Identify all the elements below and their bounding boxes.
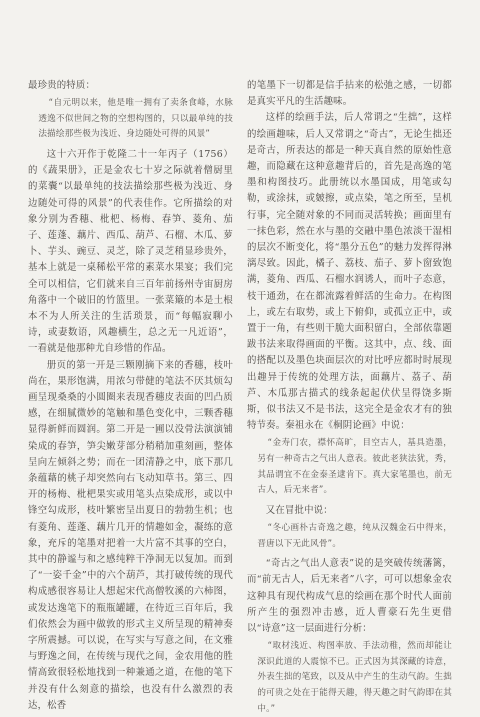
right-column-quote: “冬心画朴古奇逸之趣，纯从汉魏金石中得来，晋唐以下无此风骨”。 <box>257 523 452 549</box>
left-column-paragraph: 这十六开作于乾隆二十一年丙子（1756）的《蔬果册》，正是金农七十岁之际就着僧厨里的菜囊“以最单纯的技法描绘那些极为浅近、身边随处可得的风景”的代表佳作。它所描绘的对象分别为香穗、枇杷、杨梅、春笋、菱角、茄子、莲蓬、藕片、西瓜、葫芦、石榴、木瓜、萝卜、芋头、豌豆、灵芝，除了灵芝稍显珍贵外，基本上就是一桌稀松平常的素菜水果宴；我们完全可以相信，它们就来自三百年前扬州寺宙厨房角落中一个破旧的竹篮里。一张菜簸的本是土根本不为人所关注的生活琐景，而“每幅寂聊小诗，或妻数语，风趣横生，总之无一凡近语”，一看就是他那种尤自珍惜的作品。 <box>28 148 233 355</box>
right-column-quote: “金寿门农，襟怀高旷，目空古人，基具造墨，另有一种奇古之气出人意表。彼此老狭法犹，秀，其品谓宜不在金泰圣逮肯下。真大家笔墨也，前无古人，后无来者”。 <box>257 438 452 496</box>
right-column <box>247 78 452 714</box>
right-column-paragraph: “奇古之气出人意表”说的是突破传统藩篱，而“前无古人，后无来者”八字，可可以想象金农这种具有现代构成气息的绘画在那个时代人面前所产生的强烈冲击感，近人曹豪石先生更借以“诗意”这一层面进行分析： <box>247 558 452 635</box>
right-column-paragraph: 的笔墨下一切都是信手拈来的松弛之感，一切都是真实平凡的生活趣味。 <box>247 80 452 108</box>
left-column-paragraph: 最珍贵的特质： <box>28 80 96 91</box>
left-column-quote: “自元明以来，他是唯一拥有了卖条食峰，水脉透逸不似世间之物的空想构图的，只以最单纯的技法描绘那些极为浅近、身边随处可得的风景” <box>38 98 233 140</box>
left-column <box>28 78 233 711</box>
right-column-paragraph: 又在冒批中说： <box>265 504 333 516</box>
left-column-paragraph: 册页的第一开是三颗刚摘下来的香穗，枝叶尚在，果形饱满，用浓匀带健的笔法不厌其烦勾画呈现桑桑的小圆圈来表现香穗皮表面的凹凸质感，在细腻微妙的笔触和墨色变化中，三颗香穗显得新鲜而圆润。第二开是一圃以没骨法演演铺染成的春笋，笋尖嫩芽部分稍稍加重刻画，整体呈向左倾斜之势；而在一团清静之中，底下那几条蕴藉的桃子却突然向右飞动知草书。第三、四开的杨梅、枇杷果实或用笔头点染成形，或以中锋空勾成形，枝叶繁密呈出夏日的勃勃生机；也有菱角、莲蓬、藕片几开的情趣如金，凝练的意象，充斥的笔墨对把着一大片富不其事的空白，其中的静谧与和之感纯粹干净洞无以复加。而到了“一姿千金”中的六个葫芦，其打破传统的现代构成感很容易让人想起宋代高僧牧溪的六柿图，或发达逸笔下的瓶瓶罐罐，在待近三百年后，我们依然会为画中做敦的形式主义所呈现的精神奏字所震撼。可以说，在写实与写意之间，在文雅与野逸之间，在传统与现代之间，金农用他的胜情高致很轻松地找到一种兼通之道，在他的笔下并没有什么刻意的描绘，也没有什么激烈的表达，松香 <box>28 359 233 711</box>
right-column-quote: “取材浅近、构图率放、手法动稚，然而却能让深识此道的人震惊不已。正式因为其深藏的诗意，外表生拙的笔致，以及从中产生的生动气韵。生拙的可贵之处在于能得天趣，得天趣之时气韵即在其中。” <box>257 641 452 714</box>
right-column-paragraph: 这样的绘画手法，后人常谓之“生拙”，这样的绘画趣味，后人又常谓之“奇古”，无论生拙还是奇古，所表达的都是一种天真自然的原始性意趣，而隐藏在这种意趣背后的，首先是高逸的笔墨和构图技巧。此册统以水墨国成，用笔或勾勒，或涂抹，或皴擦，或点染，笔之所至，呈机行事，完全随对象的不同而灵活转换；画面里有一抹色彩，然在水与墨的交融中墨色浓淡干湿相的层次不断变化，将“墨分五色”的魅力发挥得淋漓尽致。因此，橘子、荔枝、茄子、萝卜窗致饱满，菱角、西瓜、石榴水润诱人，而叶子态意，枝干通劲，在在都流露着鲜活的生命力。在构图上，或左右取势，或上下俯仰，或孤立正中，或置于一角，有些则干脆大面积留白，全部依靠题跋书法来取得画面的平衡。这其中，点、线、面的搭配以及墨色块面层次的对比呼应都时时展现出趣异于传统的处理方法，面藕片、荔子、葫芦、木瓜那古描式的线条起起伏伏呈得饶多斯斯，似书法又不是书法，这完全是金农才有的独特节奏。秦祖永在《桐阴论画》中说： <box>247 112 452 432</box>
